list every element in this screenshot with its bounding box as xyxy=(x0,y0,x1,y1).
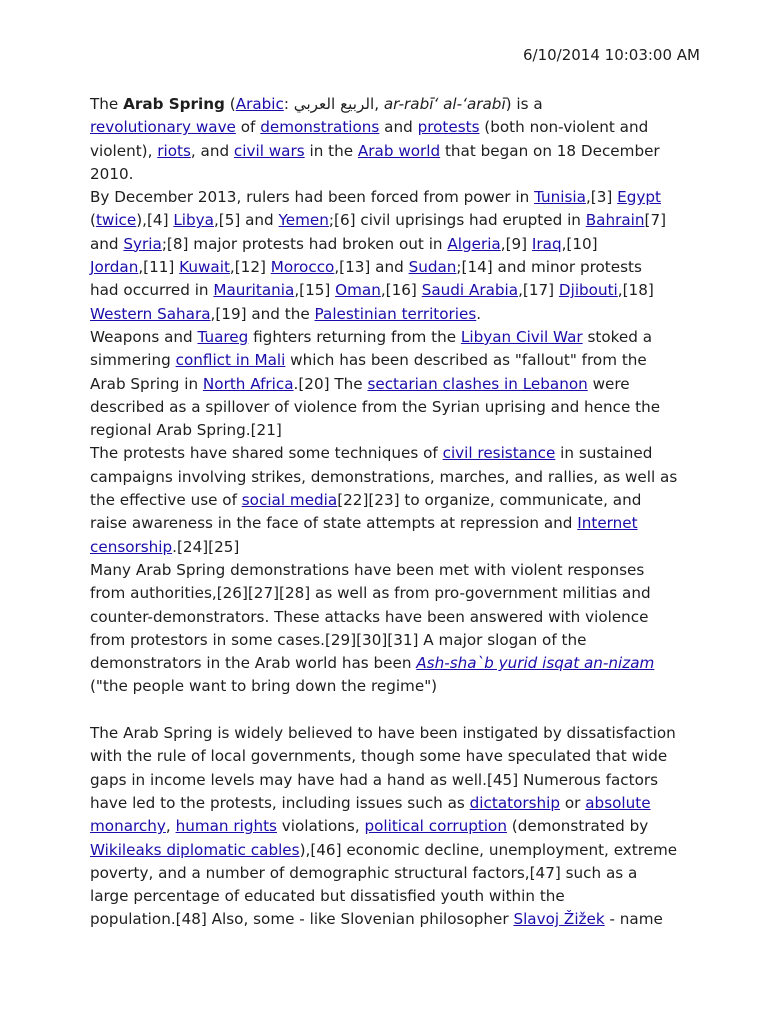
text-run: or xyxy=(560,793,586,812)
hyperlink[interactable]: protests xyxy=(417,118,480,137)
hyperlink[interactable]: Libyan Civil War xyxy=(460,327,583,346)
text-run: The protests have shared some techniques of xyxy=(90,444,443,463)
text-run: ( xyxy=(224,95,236,113)
hyperlink[interactable]: Tuareg xyxy=(197,327,249,346)
hyperlink[interactable]: Ash-sha`b yurid isqat an-nizam xyxy=(416,654,655,673)
text-line xyxy=(90,582,690,605)
hyperlink[interactable]: Arabic xyxy=(235,95,284,113)
text-run: stoked a xyxy=(582,327,653,346)
text-run: from authorities,[26][27][28] as well as from pro-government militias and xyxy=(90,584,651,603)
text-run: ,[13] and xyxy=(334,258,409,277)
text-run: ;[6] civil uprisings had erupted in xyxy=(328,211,586,230)
hyperlink[interactable]: Jordan xyxy=(90,258,139,277)
hyperlink[interactable]: Western Sahara xyxy=(90,304,211,323)
text-run: fighters returning from the xyxy=(248,327,461,346)
hyperlink[interactable]: Bahrain xyxy=(585,211,645,230)
hyperlink[interactable]: riots xyxy=(157,141,191,160)
text-run: were xyxy=(587,374,630,393)
text-run: ,[3] xyxy=(585,188,618,207)
hyperlink[interactable]: Oman xyxy=(335,281,381,300)
text-run: - name xyxy=(604,910,663,929)
hyperlink[interactable]: Mauritania xyxy=(213,281,295,300)
text-run: have led to the protests, including issues such as xyxy=(90,793,470,812)
text-run: 2010. xyxy=(90,164,134,183)
text-line xyxy=(90,373,690,396)
text-run: campaigns involving strikes, demonstrations, marches, and rallies, as well as xyxy=(90,467,678,486)
hyperlink[interactable]: Palestinian territories xyxy=(314,304,477,323)
text-run: in the xyxy=(304,141,358,160)
hyperlink[interactable]: human rights xyxy=(175,817,277,836)
hyperlink[interactable]: demonstrations xyxy=(260,118,380,137)
text-run: ( xyxy=(90,211,96,230)
bold-term: Arab Spring xyxy=(123,95,225,113)
text-run: with the rule of local governments, though some have speculated that wide xyxy=(90,747,668,766)
text-run: which has been described as "fallout" from the xyxy=(285,351,647,370)
text-run: ,[18] xyxy=(617,281,654,300)
text-run: of xyxy=(235,118,261,137)
timestamp: 6/10/2014 10:03:00 AM xyxy=(522,46,700,64)
text-run: ;[8] major protests had broken out in xyxy=(161,234,448,253)
text-line xyxy=(90,652,690,675)
text-line xyxy=(90,442,690,465)
hyperlink[interactable]: North Africa xyxy=(202,374,294,393)
text-run: large percentage of educated but dissatisfied youth within the xyxy=(90,887,565,906)
hyperlink[interactable]: sectarian clashes in Lebanon xyxy=(367,374,588,393)
text-line xyxy=(90,675,690,698)
text-run: Many Arab Spring demonstrations have been met with violent responses xyxy=(90,560,645,579)
text-run: described as a spillover of violence from the Syrian uprising and hence the xyxy=(90,397,661,416)
text-run: had occurred in xyxy=(90,281,214,300)
text-run: ,[12] xyxy=(229,258,271,277)
text-run: ("the people want to bring down the regime") xyxy=(90,677,438,696)
text-run: and xyxy=(379,118,418,137)
text-run: ),[4] xyxy=(136,211,174,230)
text-run: By December 2013, rulers had been forced from power in xyxy=(90,188,535,207)
text-run: counter-demonstrators. These attacks have been answered with violence xyxy=(90,607,649,626)
article-body xyxy=(90,93,690,932)
hyperlink[interactable]: Tunisia xyxy=(534,188,586,207)
text-line xyxy=(90,512,690,535)
text-line xyxy=(90,140,690,163)
text-line xyxy=(90,163,690,186)
hyperlink[interactable]: Arab world xyxy=(357,141,441,160)
text-run: ,[5] and xyxy=(213,211,279,230)
text-run: الربيع العربي xyxy=(293,95,375,113)
text-line xyxy=(90,233,690,256)
text-run: ,[11] xyxy=(138,258,180,277)
hyperlink[interactable]: Iraq xyxy=(531,234,562,253)
text-run: .[20] The xyxy=(293,374,368,393)
text-run: ),[46] economic decline, unemployment, extreme xyxy=(299,840,678,859)
text-run: demonstrators in the Arab world has been xyxy=(90,654,417,673)
hyperlink[interactable]: Syria xyxy=(123,234,162,253)
text-line xyxy=(90,536,690,559)
hyperlink[interactable]: twice xyxy=(95,211,137,230)
text-run: , xyxy=(165,817,176,836)
text-line xyxy=(90,908,690,931)
text-line xyxy=(90,396,690,419)
hyperlink[interactable]: censorship xyxy=(90,537,173,556)
text-line xyxy=(90,116,690,139)
text-run: ar-rabīʻ al-ʻarabī xyxy=(383,95,506,113)
hyperlink[interactable]: Kuwait xyxy=(179,258,230,277)
text-line xyxy=(90,349,690,372)
text-line xyxy=(90,885,690,908)
text-run: in sustained xyxy=(555,444,653,463)
text-run: ,[17] xyxy=(518,281,559,300)
text-line xyxy=(90,839,690,862)
hyperlink[interactable]: absolute xyxy=(585,793,651,812)
hyperlink[interactable]: social media xyxy=(241,491,338,510)
text-line xyxy=(90,606,690,629)
text-run: simmering xyxy=(90,351,176,370)
hyperlink[interactable]: Wikileaks diplomatic cables xyxy=(90,840,300,859)
text-run: (demonstrated by xyxy=(506,817,649,836)
text-line xyxy=(90,209,690,232)
text-line xyxy=(90,256,690,279)
text-line xyxy=(90,186,690,209)
hyperlink[interactable]: civil resistance xyxy=(442,444,556,463)
text-run: ,[16] xyxy=(380,281,422,300)
text-line xyxy=(90,699,690,722)
text-line xyxy=(90,93,690,116)
text-run: . xyxy=(476,304,482,323)
text-run: (both non-violent and xyxy=(479,118,649,137)
hyperlink[interactable]: civil wars xyxy=(233,141,305,160)
text-line xyxy=(90,722,690,745)
text-run: and xyxy=(90,234,124,253)
text-run: raise awareness in the face of state attempts at repression and xyxy=(90,514,578,533)
hyperlink[interactable]: Morocco xyxy=(270,258,335,277)
text-run: Weapons and xyxy=(90,327,198,346)
text-run: regional Arab Spring.[21] xyxy=(90,421,282,440)
text-run: , xyxy=(374,95,384,113)
text-line xyxy=(90,862,690,885)
text-line xyxy=(90,466,690,489)
text-line xyxy=(90,815,690,838)
text-run: ,[15] xyxy=(294,281,336,300)
text-run: ,[9] xyxy=(500,234,532,253)
text-run: The xyxy=(90,95,124,113)
hyperlink[interactable]: Djibouti xyxy=(558,281,618,300)
hyperlink[interactable]: conflict in Mali xyxy=(175,351,286,370)
hyperlink[interactable]: Algeria xyxy=(447,234,501,253)
text-run: The Arab Spring is widely believed to have been instigated by dissatisfaction xyxy=(90,724,676,743)
hyperlink[interactable]: Saudi Arabia xyxy=(421,281,519,300)
text-line xyxy=(90,792,690,815)
text-line xyxy=(90,419,690,442)
text-run: ) is a xyxy=(505,95,543,113)
text-run: ,[19] and the xyxy=(210,304,315,323)
text-run: violent), xyxy=(90,141,158,160)
text-line xyxy=(90,303,690,326)
text-run: from protestors in some cases.[29][30][31] A major slogan of the xyxy=(90,630,587,649)
text-line xyxy=(90,326,690,349)
text-run: population.[48] Also, some - like Slovenian philosopher xyxy=(90,910,514,929)
text-run: : xyxy=(283,95,294,113)
text-run: ;[14] and minor protests xyxy=(456,258,642,277)
hyperlink[interactable]: Slavoj Žižek xyxy=(513,910,605,929)
text-run: [22][23] to organize, communicate, and xyxy=(337,491,642,510)
text-run: Arab Spring in xyxy=(90,374,203,393)
hyperlink[interactable]: monarchy xyxy=(90,817,166,836)
hyperlink[interactable]: political corruption xyxy=(364,817,507,836)
hyperlink[interactable]: dictatorship xyxy=(469,793,561,812)
hyperlink[interactable]: Internet xyxy=(577,514,638,533)
text-run: , and xyxy=(190,141,234,160)
text-run: gaps in income levels may have had a hand as well.[45] Numerous factors xyxy=(90,770,659,789)
text-run: [7] xyxy=(644,211,667,230)
text-line xyxy=(90,629,690,652)
text-run: the effective use of xyxy=(90,491,242,510)
text-run: ,[10] xyxy=(561,234,598,253)
hyperlink[interactable]: Libya xyxy=(173,211,214,230)
text-line xyxy=(90,745,690,768)
text-line xyxy=(90,279,690,302)
text-line xyxy=(90,559,690,582)
text-run: .[24][25] xyxy=(172,537,240,556)
text-line xyxy=(90,489,690,512)
hyperlink[interactable]: Sudan xyxy=(408,258,457,277)
text-run: that began on 18 December xyxy=(440,141,660,160)
hyperlink[interactable]: Egypt xyxy=(617,188,661,207)
text-run: violations, xyxy=(276,817,365,836)
hyperlink[interactable]: revolutionary wave xyxy=(90,118,236,137)
text-line xyxy=(90,769,690,792)
text-run: poverty, and a number of demographic structural factors,[47] such as a xyxy=(90,863,638,882)
hyperlink[interactable]: Yemen xyxy=(278,211,329,230)
